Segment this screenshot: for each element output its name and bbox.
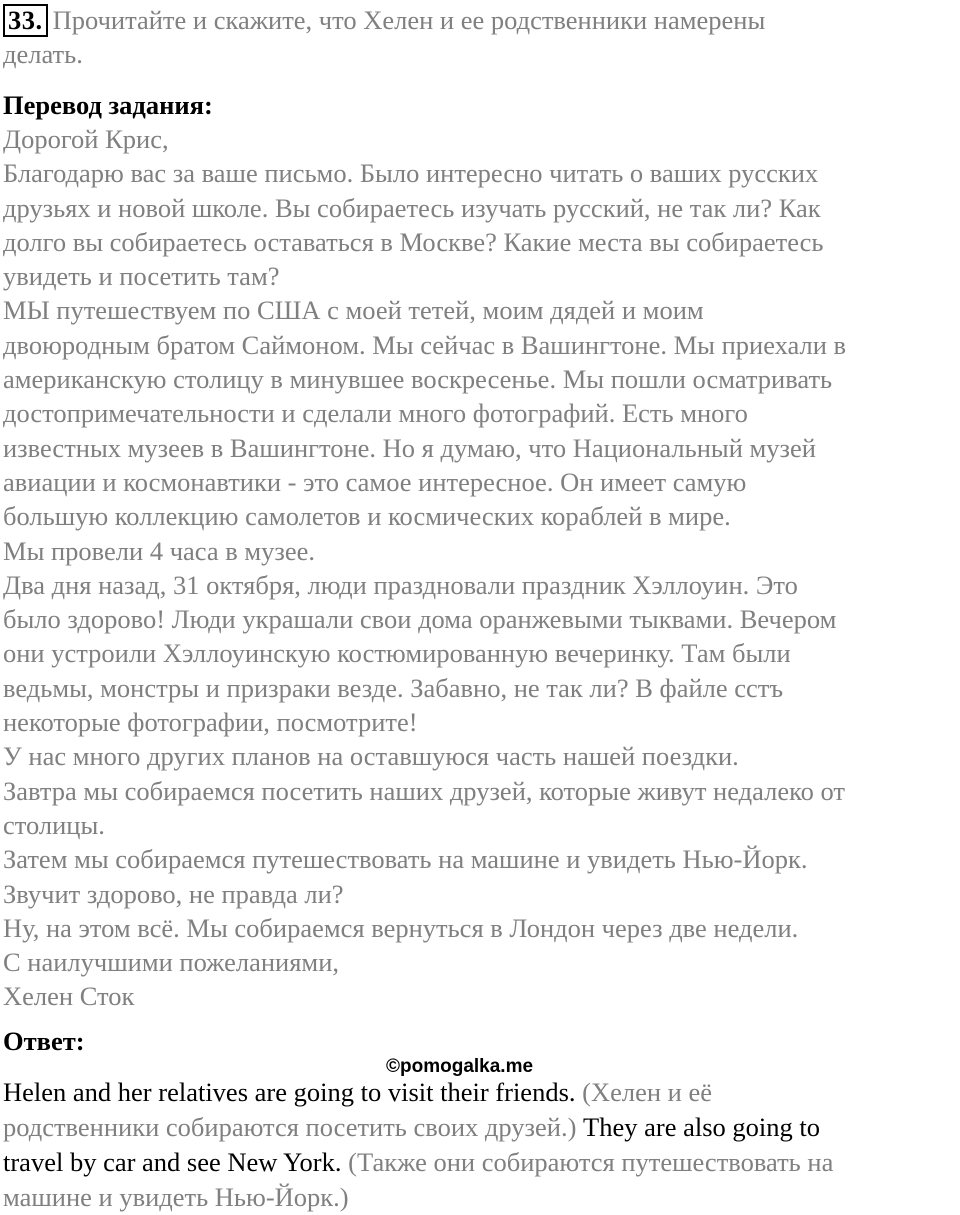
translation-line: большую коллекцию самолетов и космических кораблей в мире. xyxy=(3,501,731,532)
answer-russian-2: родственники собираются посетить своих друзей.) xyxy=(3,1112,577,1142)
task-instruction-continued: делать. xyxy=(3,39,83,69)
translation-line: Мы провели 4 часа в музее. xyxy=(3,535,316,566)
translation-line: известных музеев в Вашингтоне. Но я думаю, что Национальный музей xyxy=(3,432,816,463)
translation-line: столицы. xyxy=(3,809,105,840)
translation-line: некоторые фотографии, посмотрите! xyxy=(3,707,418,738)
answer-heading: Ответ: xyxy=(3,1025,85,1056)
translation-line: Дорогой Крис, xyxy=(3,124,169,154)
answer-text xyxy=(3,1075,958,1215)
translation-line: С наилучшими пожеланиями, xyxy=(3,947,339,978)
translation-line: друзьях и новой школе. Вы собираетесь изучать русский, не так ли? Как xyxy=(3,192,821,223)
answer-english-1: Helen and her relatives are going to visit their friends. xyxy=(3,1077,576,1107)
task-number-badge: 33. xyxy=(3,4,48,37)
answer-line-1 xyxy=(3,1075,958,1110)
answer-russian-4: машине и увидеть Нью-Йорк.) xyxy=(3,1182,349,1212)
translation-line: Хелен Сток xyxy=(3,981,135,1012)
translation-line: они устроили Хэллоуинскую костюмированную вечеринку. Там были xyxy=(3,638,791,669)
translation-letter xyxy=(3,122,958,1014)
translation-heading: Перевод задания: xyxy=(3,90,213,120)
translation-line: Затем мы собираемся путешествовать на машине и увидеть Нью-Йорк. xyxy=(3,844,808,875)
answer-english-3: travel by car and see New York. xyxy=(3,1147,342,1177)
answer-line-2 xyxy=(3,1110,958,1145)
translation-line: долго вы собираетесь оставаться в Москве? Какие места вы собираетесь xyxy=(3,226,824,257)
answer-english-2: They are also going to xyxy=(576,1112,821,1142)
translation-line: авиации и космонавтики - это самое интересное. Он имеет самую xyxy=(3,466,747,497)
translation-line: Благодарю вас за ваше письмо. Было интересно читать о ваших русских xyxy=(3,158,819,189)
task-instruction xyxy=(3,3,958,37)
translation-line: увидеть и посетить там? xyxy=(3,261,280,292)
answer-line-4 xyxy=(3,1180,958,1215)
translation-line: двоюродным братом Саймоном. Мы сейчас в Вашингтоне. Мы приехали в xyxy=(3,329,847,360)
document-page xyxy=(3,3,958,1058)
translation-line: МЫ путешествуем по США с моей тетей, моим дядей и моим xyxy=(3,295,704,326)
answer-russian-3: (Также они собираются путешествовать на xyxy=(341,1147,834,1177)
task-instruction-text-1: Прочитайте и скажите, что Хелен и ее родственники намерены xyxy=(52,5,766,35)
translation-line: ведьмы, монстры и призраки везде. Забавно, не так ли? В файле сстъ xyxy=(3,672,784,703)
translation-line: американскую столицу в минувшее воскресенье. Мы пошли осматривать xyxy=(3,364,833,395)
translation-line: У нас много других планов на оставшуюся часть нашей поездки. xyxy=(3,741,739,772)
translation-line: было здорово! Люди украшали свои дома оранжевыми тыквами. Вечером xyxy=(3,604,837,635)
answer-russian-1: (Хелен и её xyxy=(575,1077,712,1107)
translation-line: Ну, на этом всё. Мы собираемся вернуться в Лондон через две недели. xyxy=(3,912,799,943)
translation-line: Завтра мы собираемся посетить наших друзей, которые живут недалеко от xyxy=(3,775,845,806)
translation-line: Звучит здорово, не правда ли? xyxy=(3,878,344,909)
translation-line: достопримечательности и сделали много фотографий. Есть много xyxy=(3,398,748,429)
watermark: ©pomogalka.me xyxy=(386,1056,534,1077)
translation-line: Два дня назад, 31 октября, люди праздновали праздник Хэллоуин. Это xyxy=(3,569,798,600)
answer-line-3 xyxy=(3,1145,958,1180)
